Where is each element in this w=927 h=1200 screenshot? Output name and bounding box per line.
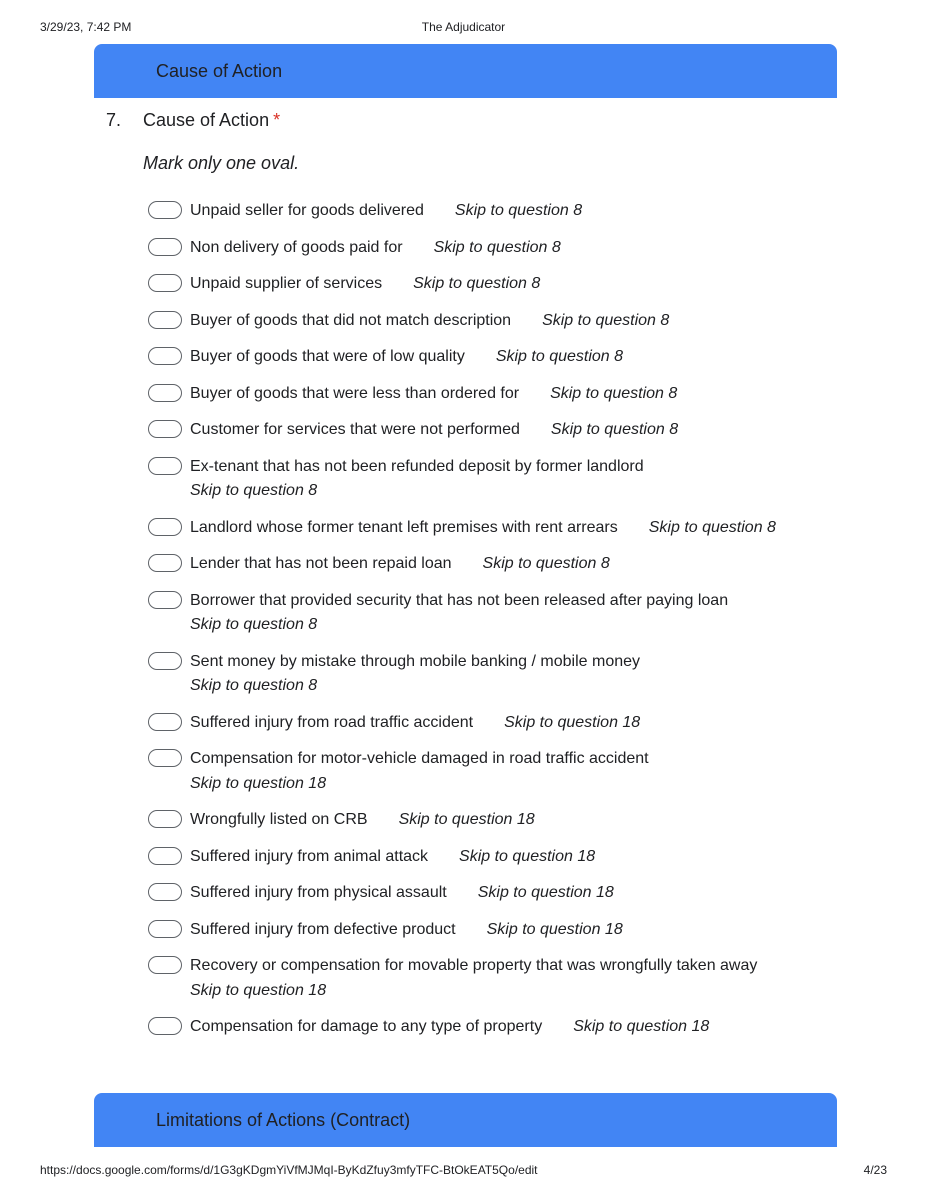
skip-note: Skip to question 8	[542, 311, 670, 329]
skip-note: Skip to question 8	[190, 677, 318, 695]
page-number: 4/23	[863, 1163, 887, 1177]
radio-oval[interactable]	[148, 347, 182, 365]
question-title-text: Cause of Action	[143, 110, 270, 130]
radio-option[interactable]	[148, 382, 848, 419]
radio-option[interactable]	[148, 589, 848, 650]
option-label: Landlord whose former tenant left premises with rent arrears	[190, 518, 618, 536]
radio-option[interactable]	[148, 845, 848, 882]
print-header	[0, 20, 927, 38]
option-label: Customer for services that were not performed	[190, 421, 520, 438]
radio-option[interactable]	[148, 418, 848, 455]
skip-note: Skip to question 8	[454, 202, 583, 219]
radio-option[interactable]	[148, 808, 848, 845]
option-label: Suffered injury from physical assault	[190, 884, 447, 901]
option-label: Borrower that provided security that has not been released after paying loan	[190, 591, 729, 609]
question-title	[143, 110, 280, 131]
radio-oval[interactable]	[148, 274, 182, 292]
radio-oval[interactable]	[148, 810, 182, 828]
radio-option[interactable]	[148, 199, 848, 236]
radio-option[interactable]	[148, 918, 848, 955]
skip-note: Skip to question 8	[433, 238, 561, 256]
option-label: Suffered injury from road traffic accident	[190, 713, 474, 731]
radio-option[interactable]	[148, 711, 848, 748]
radio-oval[interactable]	[148, 591, 182, 609]
radio-option[interactable]	[148, 309, 848, 346]
option-label: Compensation for damage to any type of property	[190, 1018, 543, 1035]
required-marker: *	[273, 110, 281, 130]
option-label: Recovery or compensation for movable property that was wrongfully taken away	[190, 957, 758, 974]
skip-note: Skip to question 8	[413, 275, 541, 292]
radio-oval[interactable]	[148, 883, 182, 901]
radio-option-list	[148, 199, 848, 1052]
radio-oval[interactable]	[148, 420, 182, 438]
radio-option[interactable]	[148, 236, 848, 273]
skip-note: Skip to question 18	[190, 981, 327, 999]
option-label: Ex-tenant that has not been refunded deposit by former landlord	[190, 457, 644, 475]
radio-option[interactable]	[148, 455, 848, 516]
radio-option[interactable]	[148, 747, 848, 808]
radio-oval[interactable]	[148, 713, 182, 731]
radio-oval[interactable]	[148, 1017, 182, 1035]
radio-option[interactable]	[148, 881, 848, 918]
option-label: Unpaid seller for goods delivered	[190, 202, 424, 219]
radio-option[interactable]	[148, 345, 848, 382]
section-header	[94, 44, 837, 98]
radio-oval[interactable]	[148, 920, 182, 938]
option-label: Buyer of goods that were of low quality	[190, 348, 465, 365]
option-label: Lender that has not been repaid loan	[190, 555, 452, 572]
radio-oval[interactable]	[148, 201, 182, 219]
radio-oval[interactable]	[148, 956, 182, 974]
option-label: Compensation for motor-vehicle damaged in road traffic accident	[190, 750, 649, 767]
skip-note: Skip to question 18	[398, 811, 535, 828]
skip-note: Skip to question 18	[504, 713, 641, 731]
skip-note: Skip to question 18	[486, 920, 623, 938]
radio-oval[interactable]	[148, 238, 182, 256]
question-number: 7.	[106, 110, 122, 130]
option-label: Buyer of goods that were less than ordered for	[190, 384, 520, 402]
option-label: Sent money by mistake through mobile banking / mobile money	[190, 652, 641, 670]
radio-oval[interactable]	[148, 457, 182, 475]
radio-option[interactable]	[148, 650, 848, 711]
radio-oval[interactable]	[148, 518, 182, 536]
radio-option[interactable]	[148, 954, 848, 1015]
skip-note: Skip to question 18	[190, 774, 327, 792]
skip-note: Skip to question 8	[495, 348, 624, 365]
question-instruction: Mark only one oval.	[143, 153, 300, 173]
radio-oval[interactable]	[148, 847, 182, 865]
option-label: Suffered injury from defective product	[190, 920, 456, 938]
print-url: https://docs.google.com/forms/d/1G3gKDgmYiVfMJMqI-ByKdZfuy3mfyTFC-BtOkEAT5Qo/edit	[40, 1163, 538, 1177]
radio-oval[interactable]	[148, 311, 182, 329]
print-datetime: 3/29/23, 7:42 PM	[40, 20, 132, 34]
option-label: Wrongfully listed on CRB	[190, 811, 368, 828]
option-label: Non delivery of goods paid for	[190, 238, 403, 256]
print-title: The Adjudicator	[421, 20, 506, 34]
radio-option[interactable]	[148, 516, 848, 553]
skip-note: Skip to question 8	[648, 518, 776, 536]
radio-oval[interactable]	[148, 749, 182, 767]
option-label: Buyer of goods that did not match description	[190, 311, 512, 329]
radio-option[interactable]	[148, 552, 848, 589]
skip-note: Skip to question 18	[573, 1018, 710, 1035]
skip-note: Skip to question 8	[190, 616, 318, 634]
print-footer	[0, 1163, 927, 1181]
radio-option[interactable]	[148, 272, 848, 309]
skip-note: Skip to question 18	[477, 884, 614, 901]
next-section-header	[94, 1093, 837, 1147]
radio-option[interactable]	[148, 1015, 848, 1052]
skip-note: Skip to question 8	[482, 555, 610, 572]
option-label: Unpaid supplier of services	[190, 275, 383, 292]
skip-note: Skip to question 8	[190, 482, 318, 500]
radio-oval[interactable]	[148, 554, 182, 572]
radio-oval[interactable]	[148, 652, 182, 670]
radio-oval[interactable]	[148, 384, 182, 402]
skip-note: Skip to question 8	[550, 384, 678, 402]
section-title: Cause of Action	[156, 61, 283, 81]
skip-note: Skip to question 18	[459, 847, 596, 865]
option-label: Suffered injury from animal attack	[190, 847, 429, 865]
skip-note: Skip to question 8	[550, 421, 679, 438]
next-section-title: Limitations of Actions (Contract)	[156, 1110, 411, 1130]
